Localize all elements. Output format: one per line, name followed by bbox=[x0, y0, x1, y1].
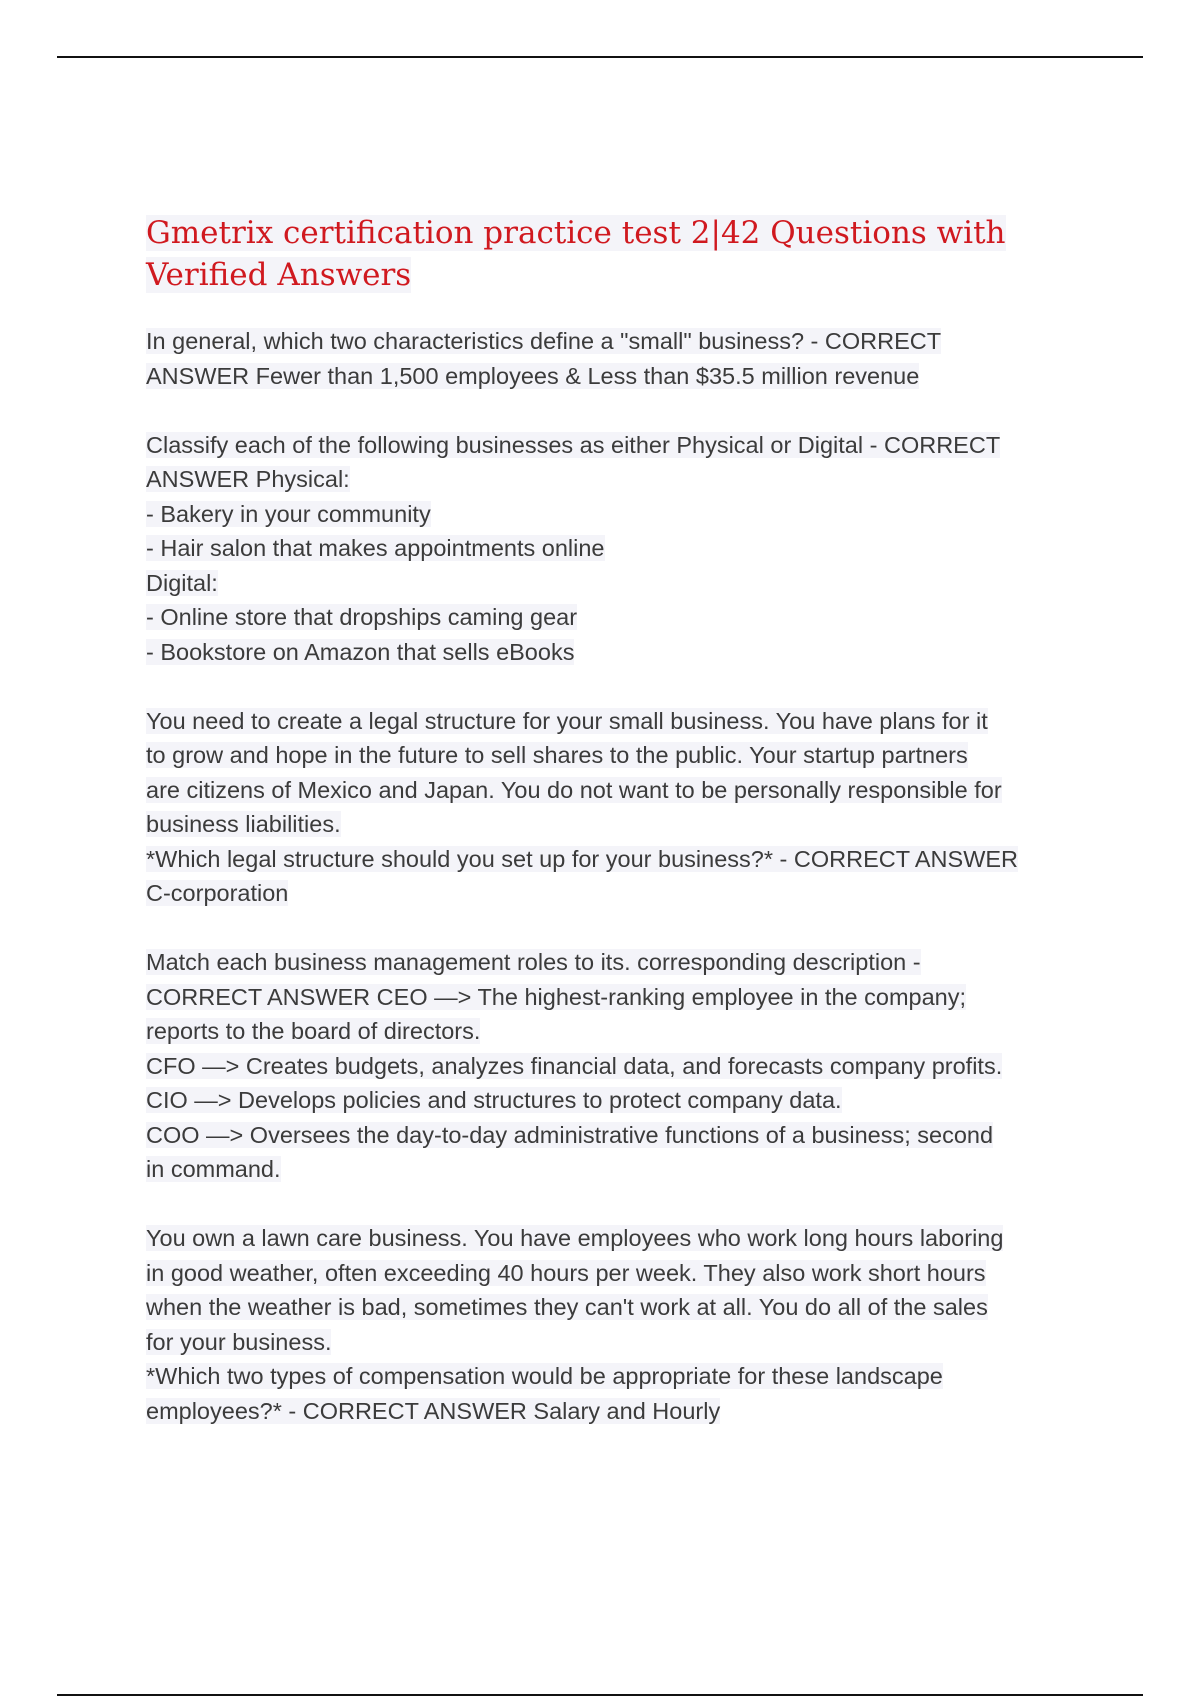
text-line: You need to create a legal structure for your small business. You have plans for it bbox=[146, 707, 988, 734]
qa-block-small-business bbox=[146, 324, 1096, 393]
bottom-rule bbox=[57, 1694, 1143, 1696]
text-line: Digital: bbox=[146, 569, 218, 596]
text-line: are citizens of Mexico and Japan. You do not want to be personally responsible for bbox=[146, 776, 1002, 803]
text-line: - Online store that dropships caming gear bbox=[146, 604, 578, 630]
text-line: when the weather is bad, sometimes they can't work at all. You do all of the sales bbox=[146, 1294, 988, 1320]
qa-block-management-roles bbox=[146, 945, 1096, 1187]
title-line: Gmetrix certification practice test 2|42 Questions with bbox=[146, 215, 1006, 251]
text-line: *Which two types of compensation would be appropriate for these landscape bbox=[146, 1363, 943, 1389]
text-line: CORRECT ANSWER CEO —> The highest-ranking employee in the company; bbox=[146, 983, 967, 1010]
document-body bbox=[146, 212, 1096, 1463]
text-line: reports to the board of directors. bbox=[146, 1018, 481, 1044]
text-line: to grow and hope in the future to sell shares to the public. Your startup partners bbox=[146, 742, 968, 768]
text-line: - Bakery in your community bbox=[146, 500, 431, 527]
document-title bbox=[146, 212, 1096, 296]
text-line: Classify each of the following businesses as either Physical or Digital - CORRECT bbox=[146, 431, 1001, 458]
qa-block-legal-structure bbox=[146, 704, 1096, 911]
qa-block-compensation bbox=[146, 1221, 1096, 1428]
text-line: You own a lawn care business. You have employees who work long hours laboring bbox=[146, 1225, 1004, 1251]
text-line: ANSWER Fewer than 1,500 employees & Less than $35.5 million revenue bbox=[146, 362, 920, 389]
text-line: In general, which two characteristics define a "small" business? - CORRECT bbox=[146, 328, 942, 354]
text-line: COO —> Oversees the day-to-day administrative functions of a business; second bbox=[146, 1121, 994, 1148]
text-line: CIO —> Develops policies and structures to protect company data. bbox=[146, 1087, 842, 1113]
text-line: - Bookstore on Amazon that sells eBooks bbox=[146, 638, 575, 665]
text-line: - Hair salon that makes appointments online bbox=[146, 535, 605, 561]
text-line: ANSWER Physical: bbox=[146, 466, 350, 492]
top-rule bbox=[57, 56, 1143, 58]
text-line: in command. bbox=[146, 1156, 281, 1182]
text-line: *Which legal structure should you set up for your business?* - CORRECT ANSWER bbox=[146, 845, 1019, 872]
text-line: Match each business management roles to its. corresponding description - bbox=[146, 949, 921, 975]
title-line: Verified Answers bbox=[146, 257, 412, 293]
text-line: in good weather, often exceeding 40 hours per week. They also work short hours bbox=[146, 1259, 986, 1286]
text-line: employees?* - CORRECT ANSWER Salary and Hourly bbox=[146, 1397, 721, 1424]
text-line: CFO —> Creates budgets, analyzes financial data, and forecasts company profits. bbox=[146, 1052, 1003, 1079]
text-line: business liabilities. bbox=[146, 811, 341, 837]
text-line: for your business. bbox=[146, 1328, 332, 1355]
qa-block-physical-digital bbox=[146, 428, 1096, 670]
text-line: C-corporation bbox=[146, 880, 289, 906]
